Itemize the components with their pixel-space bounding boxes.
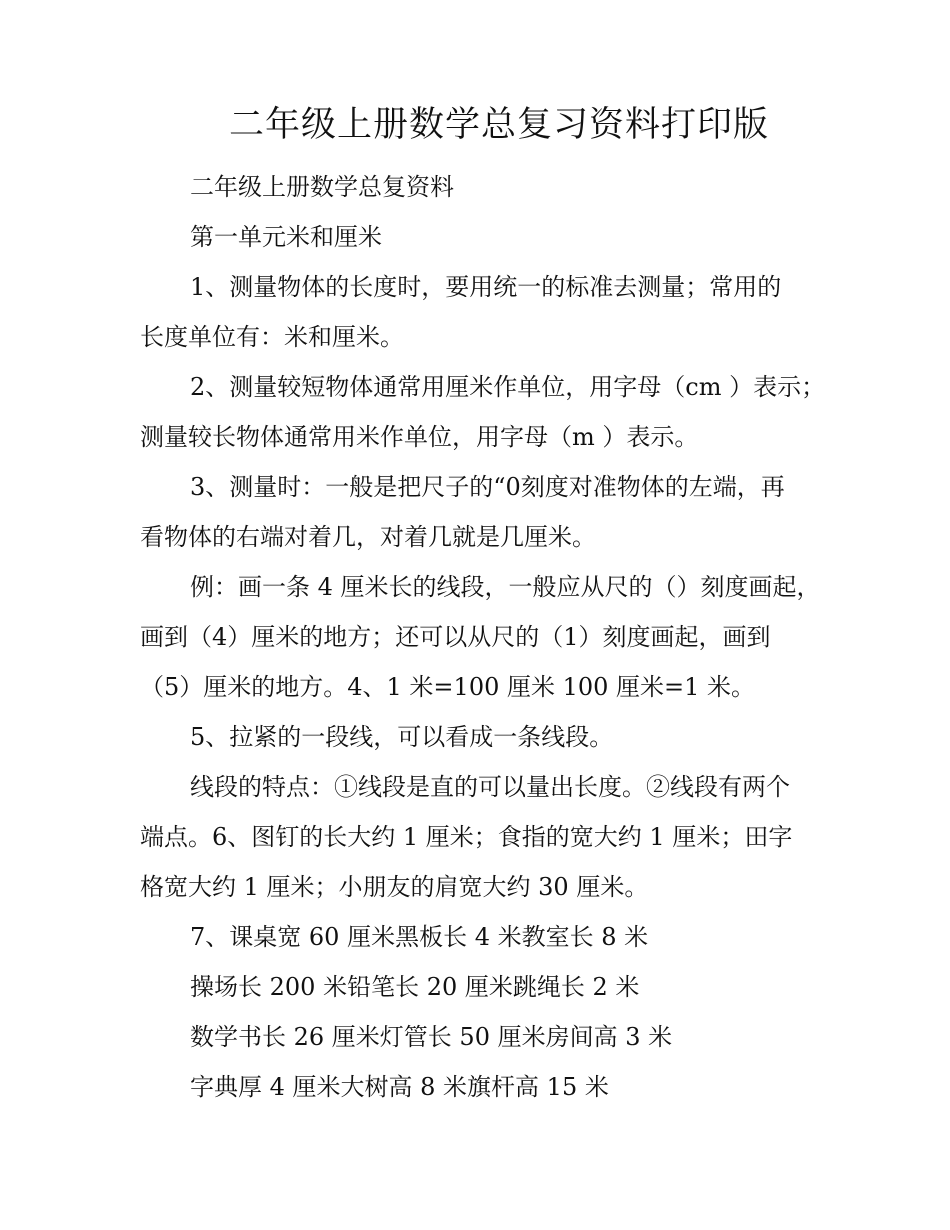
paragraph-line: 字典厚 4 厘米大树高 8 米旗杆高 15 米 bbox=[190, 1073, 609, 1101]
paragraph-line: 数学书长 26 厘米灯管长 50 厘米房间高 3 米 bbox=[190, 1023, 673, 1051]
paragraph-line: 测量较长物体通常用米作单位，用字母（m ）表示。 bbox=[140, 423, 699, 451]
paragraph-line: 1、测量物体的长度时，要用统一的标准去测量；常用的 bbox=[190, 273, 782, 301]
paragraph-line: 7、课桌宽 60 厘米黑板长 4 米教室长 8 米 bbox=[190, 923, 649, 951]
paragraph-line: 操场长 200 米铅笔长 20 厘米跳绳长 2 米 bbox=[190, 973, 640, 1001]
paragraph-line: 画到（4）厘米的地方；还可以从尺的（1）刻度画起，画到 bbox=[140, 623, 771, 651]
paragraph-line: 例：画一条 4 厘米长的线段，一般应从尺的（）刻度画起， bbox=[190, 573, 821, 601]
paragraph-unit-heading: 第一单元米和厘米 bbox=[190, 223, 382, 251]
paragraph-line: 3、测量时：一般是把尺子的“0刻度对准物体的左端，再 bbox=[190, 473, 785, 501]
document-body bbox=[140, 162, 830, 1112]
paragraph-line: 2、测量较短物体通常用厘米作单位，用字母（cm ）表示； bbox=[190, 373, 826, 401]
paragraph-line: （5）厘米的地方。4、1 米=100 厘米 100 厘米=1 米。 bbox=[140, 673, 756, 701]
paragraph-line: 长度单位有：米和厘米。 bbox=[140, 323, 404, 351]
document-title: 二年级上册数学总复习资料打印版 bbox=[228, 105, 769, 145]
paragraph-line: 端点。6、图钉的长大约 1 厘米；食指的宽大约 1 厘米；田字 bbox=[140, 823, 793, 851]
paragraph-line: 格宽大约 1 厘米；小朋友的肩宽大约 30 厘米。 bbox=[140, 873, 649, 901]
paragraph-line: 看物体的右端对着几，对着几就是几厘米。 bbox=[140, 523, 596, 551]
paragraph-line: 5、拉紧的一段线，可以看成一条线段。 bbox=[190, 723, 614, 751]
paragraph-line: 线段的特点：①线段是直的可以量出长度。②线段有两个 bbox=[190, 773, 790, 801]
paragraph-subtitle: 二年级上册数学总复资料 bbox=[190, 173, 454, 201]
